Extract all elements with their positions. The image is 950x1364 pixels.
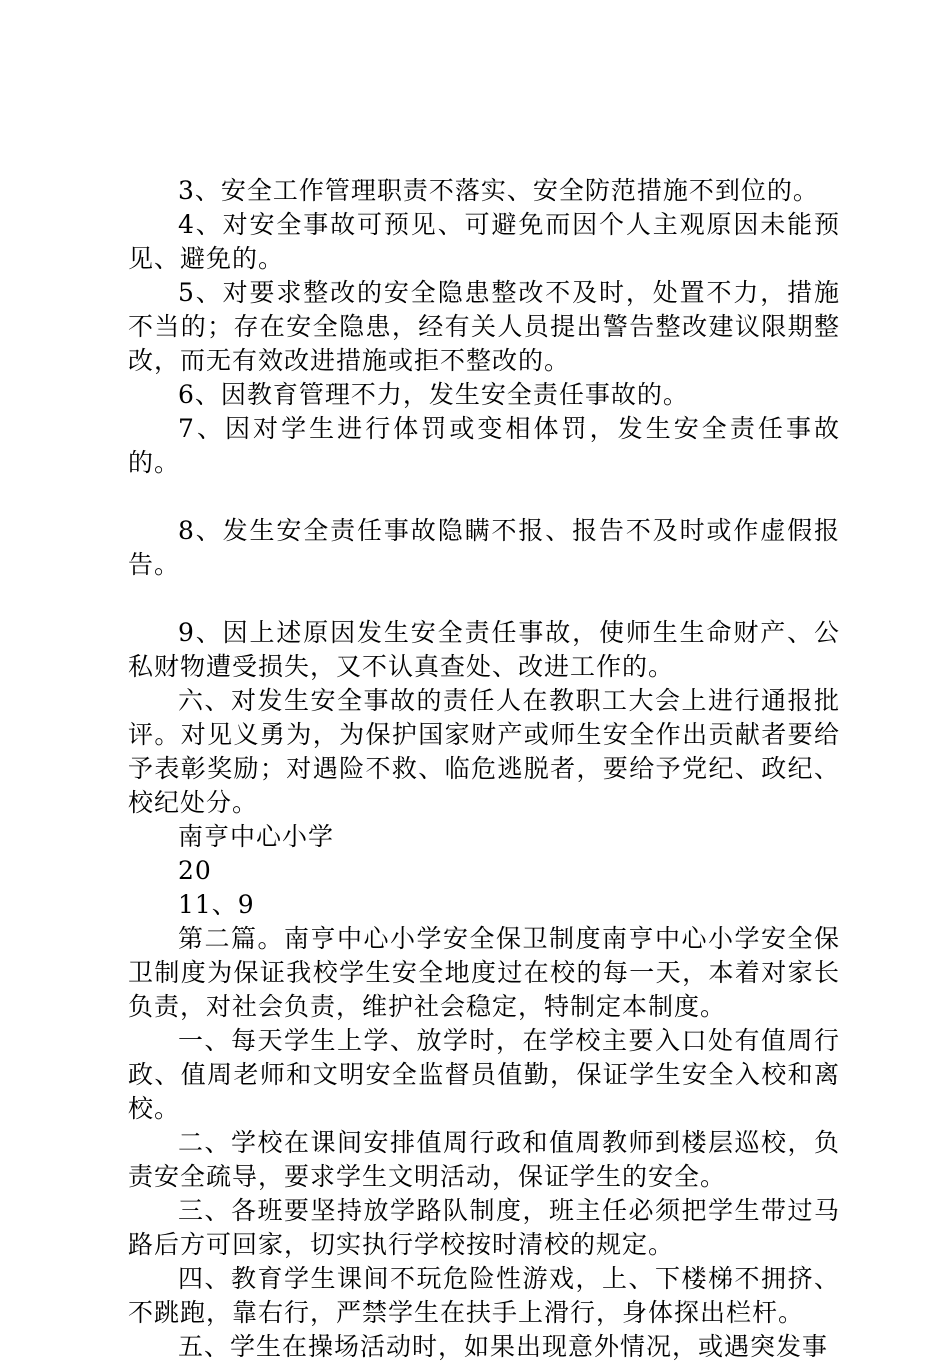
paragraph-rule-two: 二、学校在课间安排值周行政和值周教师到楼层巡校，负责安全疏导，要求学生文明活动，保证学生的安全。 xyxy=(128,1128,840,1191)
signoff-school: 南亨中心小学 xyxy=(178,822,335,851)
paragraph-rule-four: 四、教育学生课间不玩危险性游戏，上、下楼梯不拥挤、不跳跑，靠右行，严禁学生在扶手上滑行，身体探出栏杆。 xyxy=(128,1264,840,1327)
paragraph-item-6: 6、因教育管理不力，发生安全责任事故的。 xyxy=(178,380,689,409)
paragraph-item-8: 8、发生安全责任事故隐瞒不报、报告不及时或作虚假报告。 xyxy=(128,516,840,579)
paragraph-rule-one: 一、每天学生上学、放学时，在学校主要入口处有值周行政、值周老师和文明安全监督员值勤，保证学生安全入校和离校。 xyxy=(128,1026,840,1123)
paragraph-section-six: 六、对发生安全事故的责任人在教职工大会上进行通报批评。对见义勇为，为保护国家财产或师生安全作出贡献者要给予表彰奖励；对遇险不救、临危逃脱者，要给予党纪、政纪、校纪处分。 xyxy=(128,686,840,817)
paragraph-item-4: 4、对安全事故可预见、可避免而因个人主观原因未能预见、避免的。 xyxy=(128,210,840,273)
paragraph-item-5: 5、对要求整改的安全隐患整改不及时，处置不力，措施不当的；存在安全隐患，经有关人员提出警告整改建议限期整改，而无有效改进措施或拒不整改的。 xyxy=(128,278,840,375)
paragraph-item-3: 3、安全工作管理职责不落实、安全防范措施不到位的。 xyxy=(178,176,819,205)
paragraph-item-7: 7、因对学生进行体罚或变相体罚，发生安全责任事故的。 xyxy=(128,414,840,477)
paragraph-chapter-two: 第二篇。南亨中心小学安全保卫制度南亨中心小学安全保卫制度为保证我校学生安全地度过在校的每一天，本着对家长负责，对社会负责，维护社会稳定，特制定本制度。 xyxy=(128,924,840,1021)
paragraph-rule-three: 三、各班要坚持放学路队制度，班主任必须把学生带过马路后方可回家，切实执行学校按时清校的规定。 xyxy=(128,1196,840,1259)
paragraph-rule-five: 五、学生在操场活动时，如果出现意外情况，或遇突发事 xyxy=(178,1332,829,1361)
paragraph-item-9: 9、因上述原因发生安全责任事故，使师生生命财产、公私财物遭受损失，又不认真查处、改进工作的。 xyxy=(128,618,840,681)
signoff-date-part2: 11、9 xyxy=(178,890,255,919)
signoff-date-part1: 20 xyxy=(178,856,212,885)
document-body xyxy=(128,174,840,1364)
